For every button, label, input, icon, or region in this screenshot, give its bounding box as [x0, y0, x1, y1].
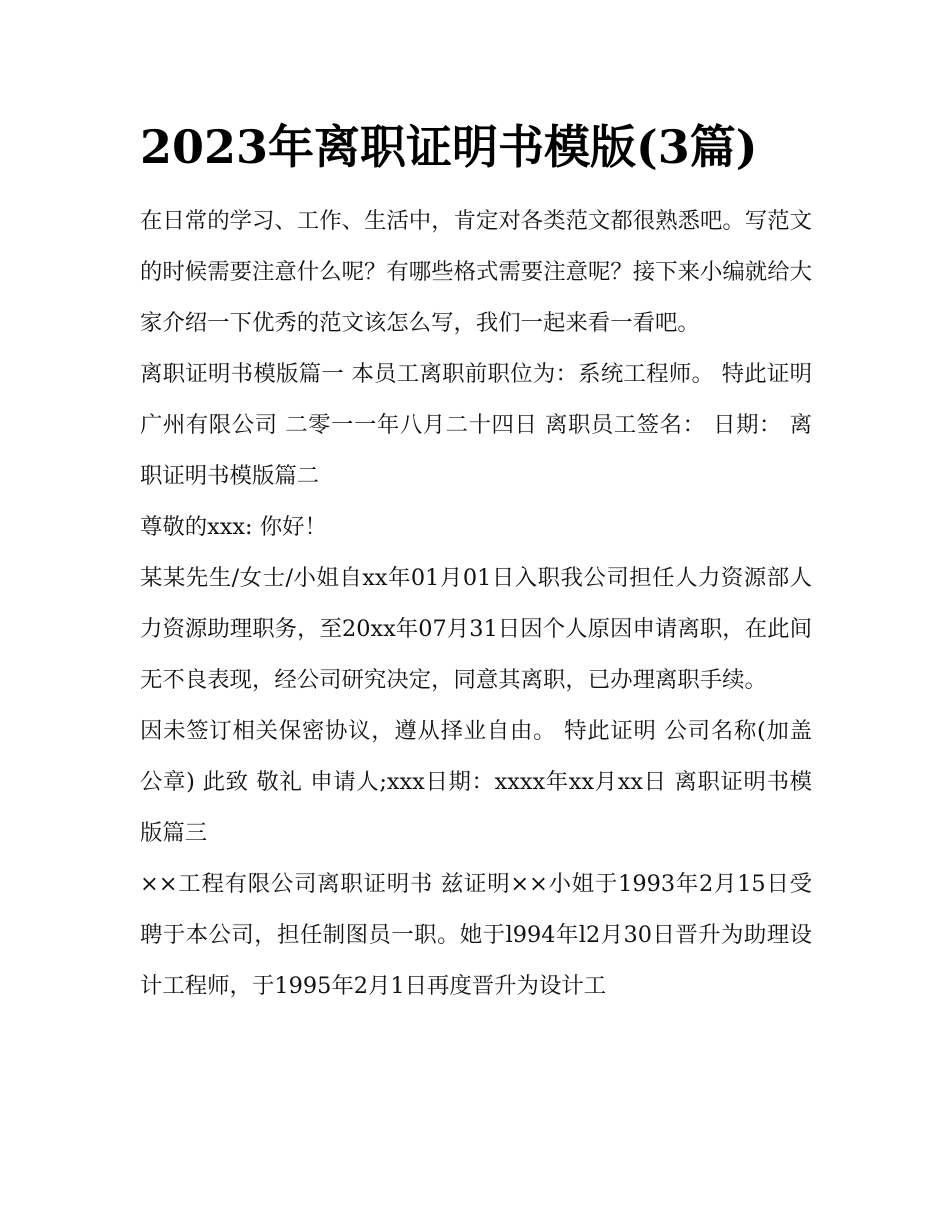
intro-paragraph: 在日常的学习、工作、生活中，肯定对各类范文都很熟悉吧。写范文的时候需要注意什么呢？有哪些格式需要注意呢？接下来小编就给大家介绍一下优秀的范文该怎么写，我们一起来看一看吧。 — [140, 208, 812, 336]
document-body — [140, 196, 812, 1012]
template-one-paragraph: 离职证明书模版篇一 本员工离职前职位为：系统工程师。 特此证明 广州有限公司 二零一一年八月二十四日 离职员工签名： 日期： 离职证明书模版篇二 — [140, 361, 812, 489]
document-title: 2023年离职证明书模版(3篇) — [140, 120, 758, 174]
employment-paragraph: 某某先生/女士/小姐自xx年01月01日入职我公司担任人力资源部人力资源助理职务，至20xx年07月31日因个人原因申请离职，在此间无不良表现，经公司研究决定，同意其离职，已办理离职手续。 — [140, 565, 812, 693]
greeting-paragraph: 尊敬的xxx: 你好！ — [140, 514, 327, 540]
closing-paragraph: 因未签订相关保密协议，遵从择业自由。 特此证明 公司名称(加盖公章) 此致 敬礼 申请人;xxx日期：xxxx年xx月xx日 离职证明书模版篇三 — [140, 718, 812, 846]
template-three-paragraph: ××工程有限公司离职证明书 兹证明××小姐于1993年2月15日受聘于本公司，担任制图员一职。她于l994年l2月30日晋升为助理设计工程师，于1995年2月1日再度晋升为设计工 — [140, 871, 812, 999]
